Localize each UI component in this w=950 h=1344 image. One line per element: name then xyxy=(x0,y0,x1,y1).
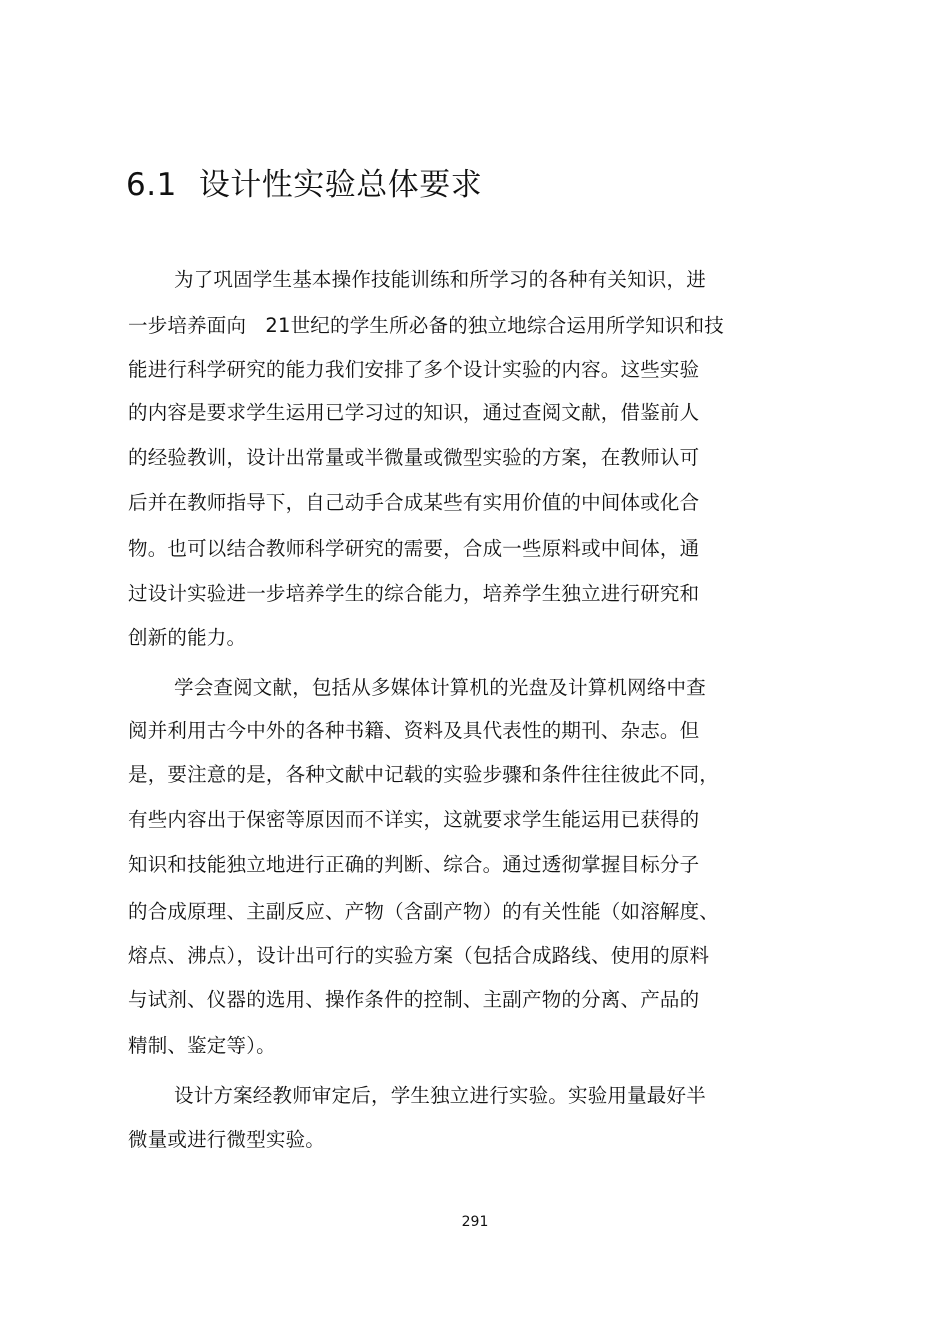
text-line: 的内容是要求学生运用已学习过的知识，通过查阅文献，借鉴前人 xyxy=(128,401,700,424)
text-line: 的经验教训，设计出常量或半微量或微型实验的方案，在教师认可 xyxy=(128,446,700,469)
section-number: 6.1 xyxy=(126,167,177,203)
text-line: 是，要注意的是，各种文献中记载的实验步骤和条件往往彼此不同， xyxy=(128,763,720,786)
text-line: 创新的能力。 xyxy=(128,626,247,649)
text-line: 学会查阅文献，包括从多媒体计算机的光盘及计算机网络中查 xyxy=(174,676,706,699)
text-line: 过设计实验进一步培养学生的综合能力，培养学生独立进行研究和 xyxy=(128,582,700,605)
text-line: 与试剂、仪器的选用、操作条件的控制、主副产物的分离、产品的 xyxy=(128,988,700,1011)
text-line: 设计方案经教师审定后，学生独立进行实验。实验用量最好半 xyxy=(174,1084,706,1107)
text-line: 后并在教师指导下，自己动手合成某些有实用价值的中间体或化合 xyxy=(128,491,700,514)
text-line: 熔点、沸点），设计出可行的实验方案（包括合成路线、使用的原料 xyxy=(128,944,710,967)
text-line: 精制、鉴定等）。 xyxy=(128,1034,276,1057)
text-line: 阅并利用古今中外的各种书籍、资料及具代表性的期刊、杂志。但 xyxy=(128,719,700,742)
section-title: 设计性实验总体要求 xyxy=(198,167,483,203)
page-number: 291 xyxy=(461,1214,489,1230)
text-line: 微量或进行微型实验。 xyxy=(128,1128,326,1151)
text-line: 为了巩固学生基本操作技能训练和所学习的各种有关知识，进 xyxy=(174,268,706,291)
text-line: 知识和技能独立地进行正确的判断、综合。通过透彻掌握目标分子 xyxy=(128,853,700,876)
text-line: 能进行科学研究的能力我们安排了多个设计实验的内容。这些实验 xyxy=(128,358,700,381)
text-line: 物。也可以结合教师科学研究的需要，合成一些原料或中间体，通 xyxy=(128,537,700,560)
text-line: 有些内容出于保密等原因而不详实，这就要求学生能运用已获得的 xyxy=(128,808,700,831)
text-line: 一步培养面向 21世纪的学生所必备的独立地综合运用所学知识和技 xyxy=(128,314,725,337)
section-heading xyxy=(126,160,482,210)
text-line: 的合成原理、主副反应、产物（含副产物）的有关性能（如溶解度、 xyxy=(128,900,720,923)
